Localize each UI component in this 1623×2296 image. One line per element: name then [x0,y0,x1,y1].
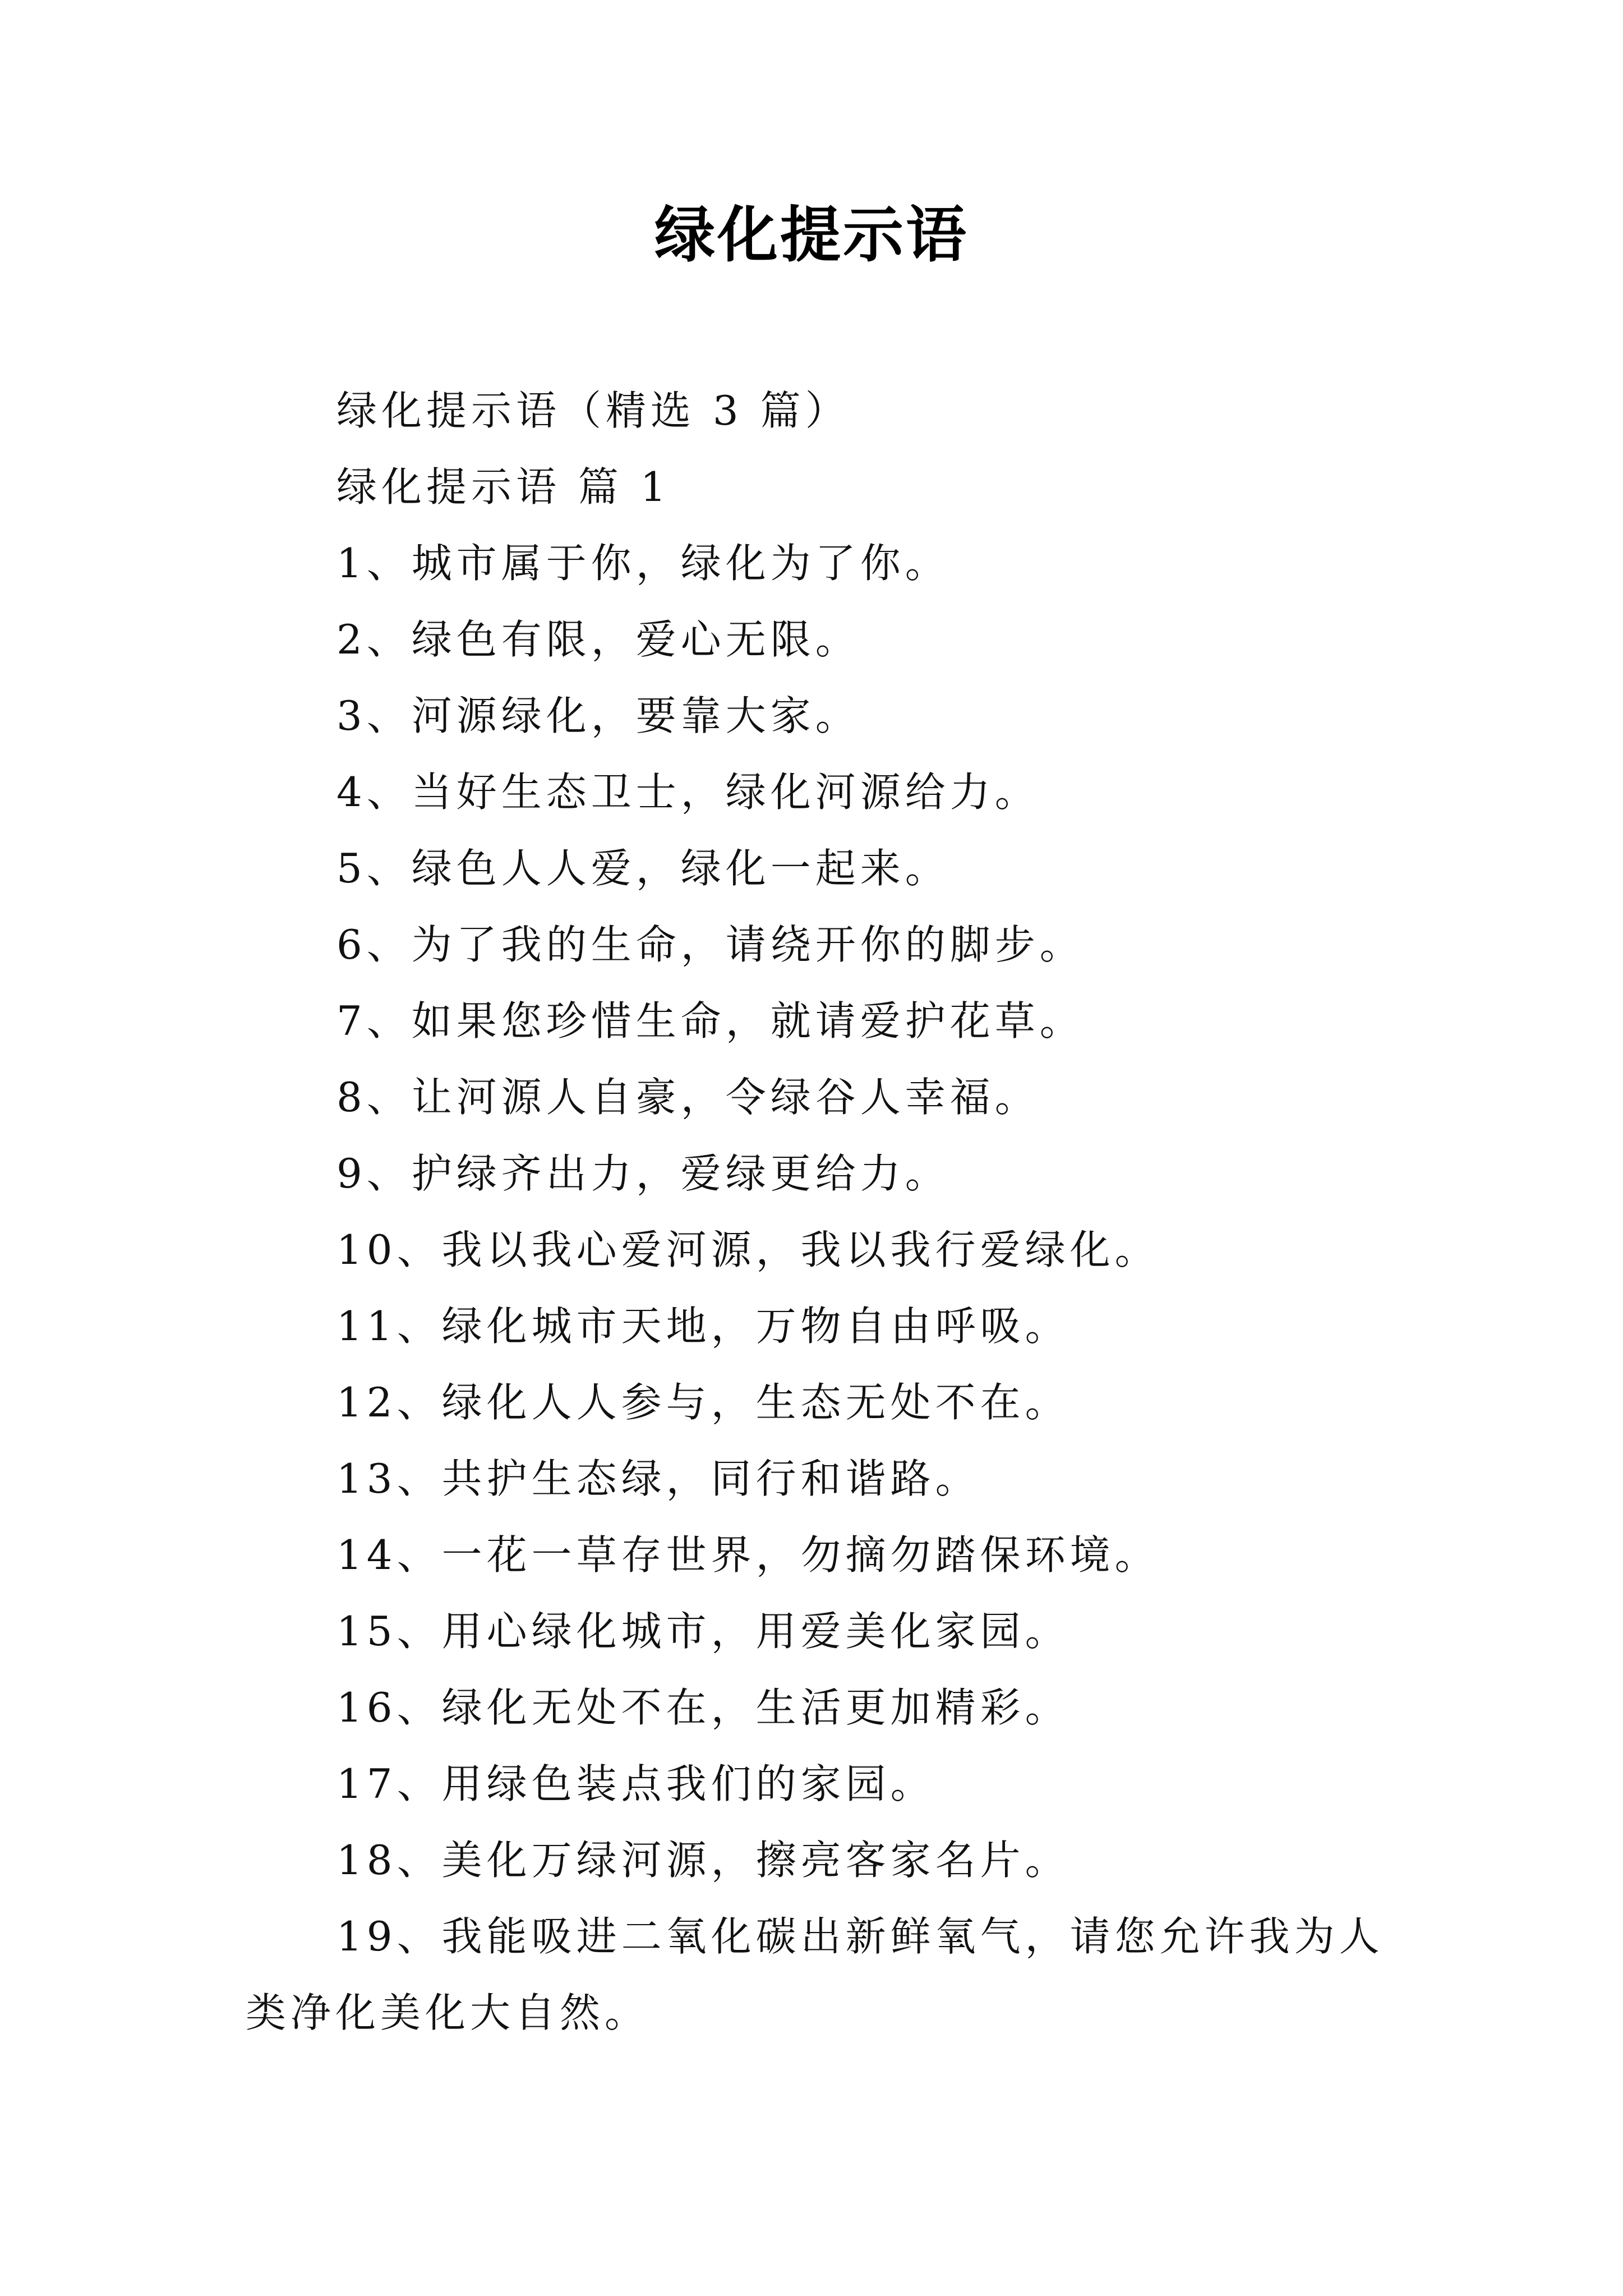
list-item: 17、用绿色装点我们的家园。 [336,1760,935,1807]
list-item: 12、绿化人人参与，生态无处不在。 [336,1379,1070,1426]
list-item: 4、当好生态卫士，绿化河源给力。 [336,769,1040,816]
list-item: 10、我以我心爱河源，我以我行爱绿化。 [336,1226,1160,1273]
list-item: 15、用心绿化城市，用爱美化家园。 [336,1608,1070,1655]
list-item: 16、绿化无处不在，生活更加精彩。 [336,1684,1070,1731]
list-item: 3、河源绿化，要靠大家。 [336,692,860,739]
list-item: 1、城市属于你，绿化为了你。 [336,540,950,587]
list-item: 7、如果您珍惜生命，就请爱护花草。 [336,997,1085,1045]
list-item: 5、绿色人人爱，绿化一起来。 [336,845,950,892]
document-body [246,372,1384,2051]
list-item: 8、让河源人自豪，令绿谷人幸福。 [336,1074,1040,1121]
list-item: 14、一花一草存世界，勿摘勿踏保环境。 [336,1531,1160,1579]
list-item: 11、绿化城市天地，万物自由呼吸。 [336,1303,1070,1350]
list-item: 2、绿色有限，爱心无限。 [336,616,860,663]
list-item: 9、护绿齐出力，爱绿更给力。 [336,1150,950,1197]
list-item: 13、共护生态绿，同行和谐路。 [336,1455,980,1502]
list-item: 19、我能吸进二氧化碳出新鲜氧气，请您允许我为人类净化美化大自然。 [246,1913,1384,2036]
document-subtitle: 绿化提示语（精选 3 篇） [336,387,850,434]
list-item: 18、美化万绿河源，擦亮客家名片。 [336,1837,1070,1884]
list-item: 6、为了我的生命，请绕开你的脚步。 [336,921,1085,968]
document-title: 绿化提示语 [654,200,969,270]
section-heading: 绿化提示语 篇 1 [336,463,671,510]
